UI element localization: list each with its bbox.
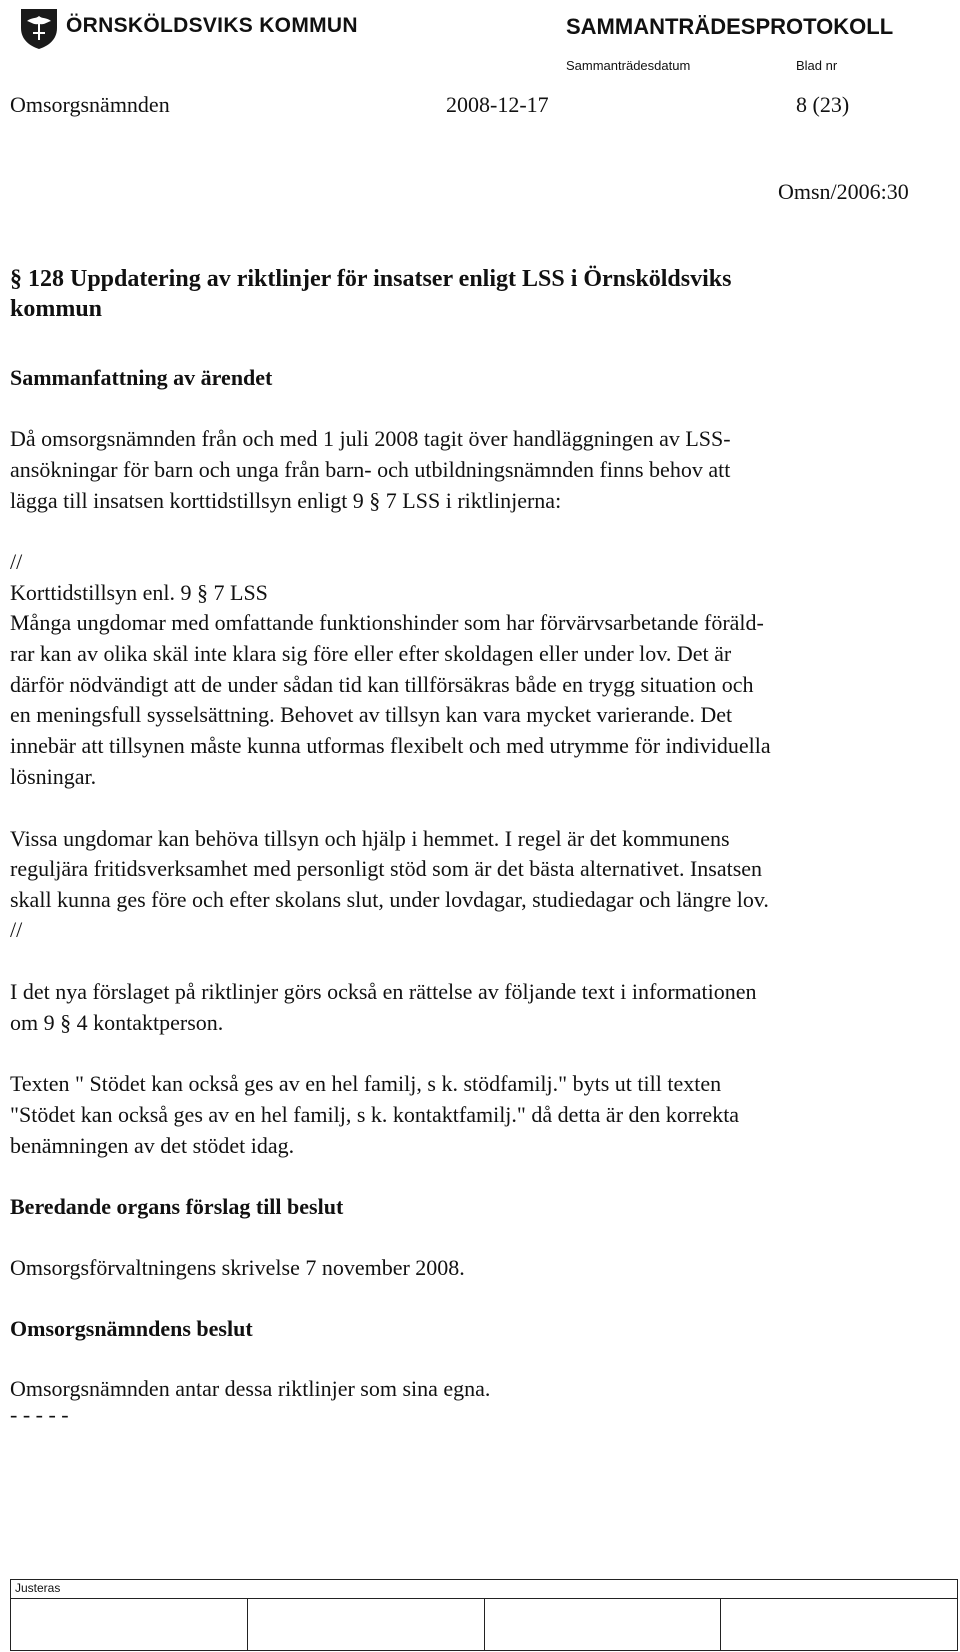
signature-cell <box>485 1599 722 1651</box>
decision-end-marker: - - - - - <box>10 1402 69 1427</box>
signature-cell <box>248 1599 485 1651</box>
quote-text: därför nödvändigt att de under sådan tid kan tillförsäkras både en trygg situation och <box>10 672 754 697</box>
signature-cell <box>721 1599 957 1651</box>
justeras-label: Justeras <box>15 1581 61 1595</box>
body-name: Omsorgsnämnden <box>10 92 170 117</box>
meeting-date: 2008-12-17 <box>446 92 549 117</box>
quote-text: reguljära fritidsverksamhet med personligt stöd som är det bästa alternativet. Insatsen <box>10 856 763 881</box>
summary-text: lägga till insatsen korttidstillsyn enligt 9 § 7 LSS i riktlinjerna: <box>10 488 562 513</box>
summary-text: ansökningar för barn och unga från barn- och utbildningsnämnden finns behov att <box>10 457 731 482</box>
quote-text: Vissa ungdomar kan behöva tillsyn och hjälp i hemmet. I regel är det kommunens <box>10 826 730 851</box>
correction-text: Texten " Stödet kan också ges av en hel familj, s k. stödfamilj." byts ut till texten <box>10 1071 722 1096</box>
decision-heading: Omsorgsnämndens beslut <box>10 1316 253 1341</box>
correction-text: om 9 § 4 kontaktperson. <box>10 1010 224 1035</box>
signature-cell <box>11 1599 248 1651</box>
document-type: SAMMANTRÄDESPROTOKOLL <box>566 14 894 39</box>
quote-text: lösningar. <box>10 764 97 789</box>
quote-subheading: Korttidstillsyn enl. 9 § 7 LSS <box>10 580 268 605</box>
correction-text: benämningen av det stödet idag. <box>10 1133 295 1158</box>
page-number: 8 (23) <box>796 92 850 117</box>
signature-cells <box>11 1598 957 1651</box>
municipality-name: ÖRNSKÖLDSVIKS KOMMUN <box>66 14 358 37</box>
quote-close-marker: // <box>10 917 23 942</box>
coat-of-arms-icon <box>18 6 60 50</box>
date-label: Sammanträdesdatum <box>566 58 691 73</box>
decision-text: Omsorgsnämnden antar dessa riktlinjer som sina egna. <box>10 1376 491 1401</box>
item-title <box>10 264 731 324</box>
correction-text: "Stödet kan också ges av en hel familj, s k. kontaktfamilj." då detta är den korrekta <box>10 1102 740 1127</box>
quote-text: Många ungdomar med omfattande funktionshinder som har förvärvsarbetande föräld- <box>10 610 764 635</box>
quote-text: innebär att tillsynen måste kunna utformas flexibelt och med utrymme för individuella <box>10 733 771 758</box>
correction-text: I det nya förslaget på riktlinjer görs också en rättelse av följande text i informationen <box>10 979 757 1004</box>
proposal-text: Omsorgsförvaltningens skrivelse 7 november 2008. <box>10 1255 465 1280</box>
quote-text: en meningsfull sysselsättning. Behovet av tillsyn kan vara mycket varierande. Det <box>10 702 733 727</box>
justeras-box <box>10 1579 958 1651</box>
quote-text: rar kan av olika skäl inte klara sig före eller efter skoldagen eller under lov. Det är <box>10 641 732 666</box>
summary-text: Då omsorgsnämnden från och med 1 juli 2008 tagit över handläggningen av LSS- <box>10 426 731 451</box>
proposal-heading: Beredande organs förslag till beslut <box>10 1194 344 1219</box>
summary-heading: Sammanfattning av ärendet <box>10 365 273 390</box>
reference-number: Omsn/2006:30 <box>778 179 909 204</box>
page-label: Blad nr <box>796 58 838 73</box>
quote-text: skall kunna ges före och efter skolans slut, under lovdagar, studiedagar och längre lov. <box>10 887 769 912</box>
quote-open-marker: // <box>10 549 23 574</box>
municipality-logo <box>18 6 60 50</box>
item-title-line: § 128 Uppdatering av riktlinjer för insatser enligt LSS i Örnsköldsviks <box>10 266 732 292</box>
item-title-line: kommun <box>10 296 103 322</box>
